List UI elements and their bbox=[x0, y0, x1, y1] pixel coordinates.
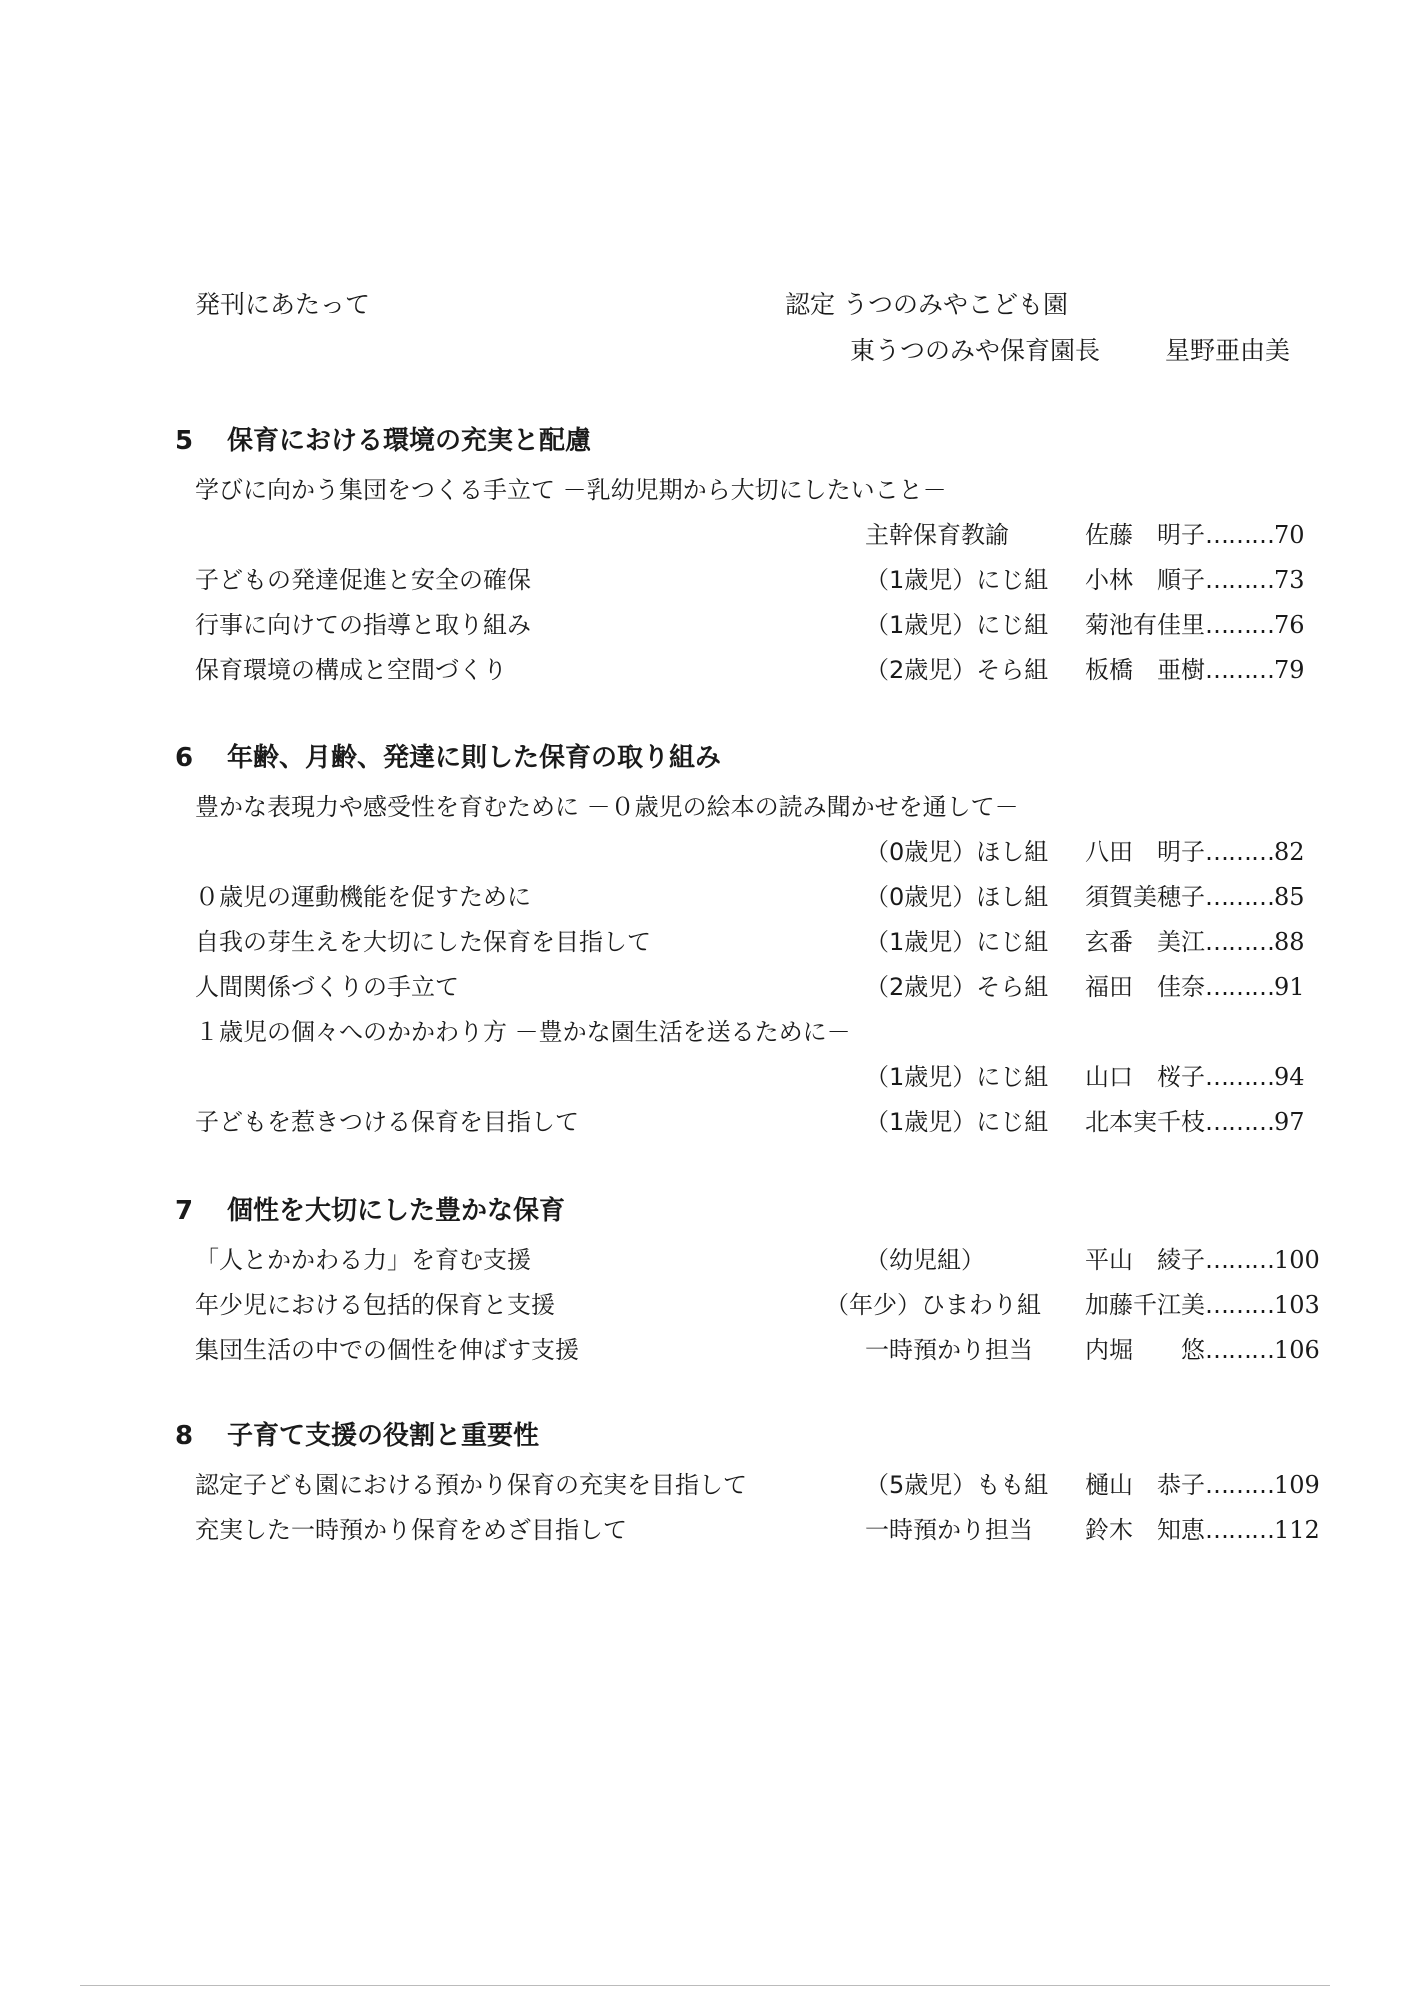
entry-page: 103 bbox=[1274, 1291, 1320, 1319]
toc-entry bbox=[175, 1279, 1330, 1324]
toc-entry bbox=[175, 781, 1330, 826]
entry-class: （0歳児）ほし組 bbox=[865, 883, 1049, 911]
entry-class: （1歳児）にじ組 bbox=[865, 928, 1049, 956]
leader-dots: ……… bbox=[1205, 566, 1274, 594]
section-title: 子育て支援の役割と重要性 bbox=[227, 1421, 540, 1451]
intro-role: 東うつのみや保育園長 bbox=[850, 336, 1101, 365]
entry-author-page bbox=[1085, 1330, 1320, 1365]
section-title: 個性を大切にした豊かな保育 bbox=[227, 1196, 566, 1226]
section-title: 保育における環境の充実と配慮 bbox=[227, 426, 592, 456]
toc-entry bbox=[175, 871, 1330, 916]
entry-page: 70 bbox=[1274, 521, 1305, 549]
entry-title: 集団生活の中での個性を伸ばす支援 bbox=[195, 1336, 579, 1364]
toc-entry bbox=[175, 961, 1330, 1006]
entry-author: 菊池有佳里 bbox=[1085, 611, 1205, 639]
toc-entry bbox=[175, 1051, 1330, 1096]
section-8 bbox=[175, 1413, 1330, 1549]
entry-title: 自我の芽生えを大切にした保育を目指して bbox=[195, 928, 651, 956]
toc-entry bbox=[175, 599, 1330, 644]
entry-author-page bbox=[1085, 1510, 1320, 1545]
entry-author-page bbox=[1085, 515, 1305, 550]
section-heading bbox=[175, 1413, 1330, 1459]
entry-author-page bbox=[1085, 650, 1305, 685]
entry-page: 109 bbox=[1274, 1471, 1320, 1499]
entry-author-page bbox=[1085, 1240, 1320, 1275]
entry-title: 年少児における包括的保育と支援 bbox=[195, 1291, 555, 1319]
entry-page: 91 bbox=[1274, 973, 1305, 1001]
toc-entry bbox=[175, 916, 1330, 961]
toc-entry bbox=[175, 509, 1330, 554]
entry-author: 山口 桜子 bbox=[1085, 1063, 1205, 1091]
entry-author: 鈴木 知恵 bbox=[1085, 1516, 1205, 1544]
section-title: 年齢、月齢、発達に則した保育の取り組み bbox=[227, 743, 722, 773]
entry-title: 子どもを惹きつける保育を目指して bbox=[195, 1108, 579, 1136]
entry-author: 佐藤 明子 bbox=[1085, 521, 1205, 549]
entry-author-page bbox=[1085, 922, 1305, 957]
entry-page: 97 bbox=[1274, 1108, 1305, 1136]
entry-title: 行事に向けての指導と取り組み bbox=[195, 611, 531, 639]
entry-author-page bbox=[1085, 605, 1305, 640]
entry-title: 充実した一時預かり保育をめざ目指して bbox=[195, 1516, 627, 1544]
section-number: 5 bbox=[175, 426, 194, 456]
entry-page: 79 bbox=[1274, 656, 1305, 684]
section-heading bbox=[175, 1188, 1330, 1234]
entry-author-page bbox=[1085, 967, 1305, 1002]
intro-label: 発刊にあたって bbox=[195, 290, 371, 319]
toc-entry bbox=[175, 1459, 1330, 1504]
section-number: 6 bbox=[175, 743, 194, 773]
entry-author-page bbox=[1085, 1285, 1320, 1320]
section-number: 7 bbox=[175, 1196, 194, 1226]
toc-entry bbox=[175, 826, 1330, 871]
entry-class: （5歳児）もも組 bbox=[865, 1471, 1049, 1499]
leader-dots: ……… bbox=[1205, 521, 1274, 549]
entry-author: 福田 佳奈 bbox=[1085, 973, 1205, 1001]
entry-title: 子どもの発達促進と安全の確保 bbox=[195, 566, 531, 594]
leader-dots: ……… bbox=[1205, 928, 1274, 956]
entry-title: 「人とかかわる力」を育む支援 bbox=[195, 1246, 531, 1274]
entry-title: 保育環境の構成と空間づくり bbox=[195, 656, 507, 684]
section-7 bbox=[175, 1188, 1330, 1369]
leader-dots: ……… bbox=[1205, 1291, 1274, 1319]
entry-class: 一時預かり担当 bbox=[865, 1336, 1033, 1364]
entry-page: 106 bbox=[1274, 1336, 1320, 1364]
toc-entry bbox=[175, 1504, 1330, 1549]
entry-author: 平山 綾子 bbox=[1085, 1246, 1205, 1274]
entry-page: 82 bbox=[1274, 838, 1305, 866]
scan-edge-line bbox=[80, 1985, 1330, 1986]
leader-dots: ……… bbox=[1205, 1063, 1274, 1091]
leader-dots: ……… bbox=[1205, 1246, 1274, 1274]
toc-entry bbox=[175, 554, 1330, 599]
entry-page: 100 bbox=[1274, 1246, 1320, 1274]
entry-title: 学びに向かう集団をつくる手立て －乳幼児期から大切にしたいこと－ bbox=[195, 476, 947, 504]
entry-author-page bbox=[1085, 1102, 1305, 1137]
entry-title: 豊かな表現力や感受性を育むために －０歳児の絵本の読み聞かせを通して－ bbox=[195, 793, 1019, 821]
entry-title: 認定子ども園における預かり保育の充実を目指して bbox=[195, 1471, 747, 1499]
entry-class: （幼児組） bbox=[865, 1246, 985, 1274]
toc-entry bbox=[175, 644, 1330, 689]
section-number: 8 bbox=[175, 1421, 194, 1451]
entry-author-page bbox=[1085, 1057, 1305, 1092]
entry-title: １歳児の個々へのかかわり方 －豊かな園生活を送るために－ bbox=[195, 1018, 851, 1046]
entry-author: 加藤千江美 bbox=[1085, 1291, 1205, 1319]
entry-title: ０歳児の運動機能を促すために bbox=[195, 883, 531, 911]
toc-entry bbox=[175, 1234, 1330, 1279]
entry-author-page bbox=[1085, 832, 1305, 867]
toc-entry bbox=[175, 1096, 1330, 1141]
entry-class: （年少）ひまわり組 bbox=[825, 1291, 1041, 1319]
entry-page: 94 bbox=[1274, 1063, 1305, 1091]
intro-block bbox=[195, 285, 1325, 365]
entry-author: 樋山 恭子 bbox=[1085, 1471, 1205, 1499]
entry-class: （2歳児）そら組 bbox=[865, 973, 1049, 1001]
entry-author-page bbox=[1085, 877, 1305, 912]
entry-page: 88 bbox=[1274, 928, 1305, 956]
entry-author: 内堀 悠 bbox=[1085, 1336, 1205, 1364]
entry-class: （1歳児）にじ組 bbox=[865, 566, 1049, 594]
section-heading bbox=[175, 418, 1330, 464]
leader-dots: ……… bbox=[1205, 1516, 1274, 1544]
leader-dots: ……… bbox=[1205, 1108, 1274, 1136]
entry-author-page bbox=[1085, 1465, 1320, 1500]
leader-dots: ……… bbox=[1205, 973, 1274, 1001]
leader-dots: ……… bbox=[1205, 611, 1274, 639]
leader-dots: ……… bbox=[1205, 1471, 1274, 1499]
entry-class: （1歳児）にじ組 bbox=[865, 1108, 1049, 1136]
toc-entry bbox=[175, 464, 1330, 509]
leader-dots: ……… bbox=[1205, 838, 1274, 866]
entry-author: 八田 明子 bbox=[1085, 838, 1205, 866]
entry-author: 須賀美穂子 bbox=[1085, 883, 1205, 911]
section-heading bbox=[175, 735, 1330, 781]
entry-author: 板橋 亜樹 bbox=[1085, 656, 1205, 684]
entry-page: 85 bbox=[1274, 883, 1305, 911]
intro-org: 認定 うつのみやこども園 bbox=[785, 290, 1068, 319]
entry-author: 玄番 美江 bbox=[1085, 928, 1205, 956]
entry-class: 一時預かり担当 bbox=[865, 1516, 1033, 1544]
entry-page: 76 bbox=[1274, 611, 1305, 639]
entry-title: 人間関係づくりの手立て bbox=[195, 973, 459, 1001]
entry-class: 主幹保育教諭 bbox=[865, 521, 1009, 549]
leader-dots: ……… bbox=[1205, 656, 1274, 684]
entry-page: 73 bbox=[1274, 566, 1305, 594]
entry-page: 112 bbox=[1274, 1516, 1320, 1544]
leader-dots: ……… bbox=[1205, 1336, 1274, 1364]
intro-name: 星野亜由美 bbox=[1165, 336, 1291, 365]
toc-entry bbox=[175, 1006, 1330, 1051]
entry-class: （1歳児）にじ組 bbox=[865, 611, 1049, 639]
entry-author-page bbox=[1085, 560, 1305, 595]
entry-class: （0歳児）ほし組 bbox=[865, 838, 1049, 866]
entry-author: 北本実千枝 bbox=[1085, 1108, 1205, 1136]
entry-class: （2歳児）そら組 bbox=[865, 656, 1049, 684]
entry-author: 小林 順子 bbox=[1085, 566, 1205, 594]
entry-class: （1歳児）にじ組 bbox=[865, 1063, 1049, 1091]
section-5 bbox=[175, 418, 1330, 689]
section-6 bbox=[175, 735, 1330, 1141]
leader-dots: ……… bbox=[1205, 883, 1274, 911]
toc-entry bbox=[175, 1324, 1330, 1369]
